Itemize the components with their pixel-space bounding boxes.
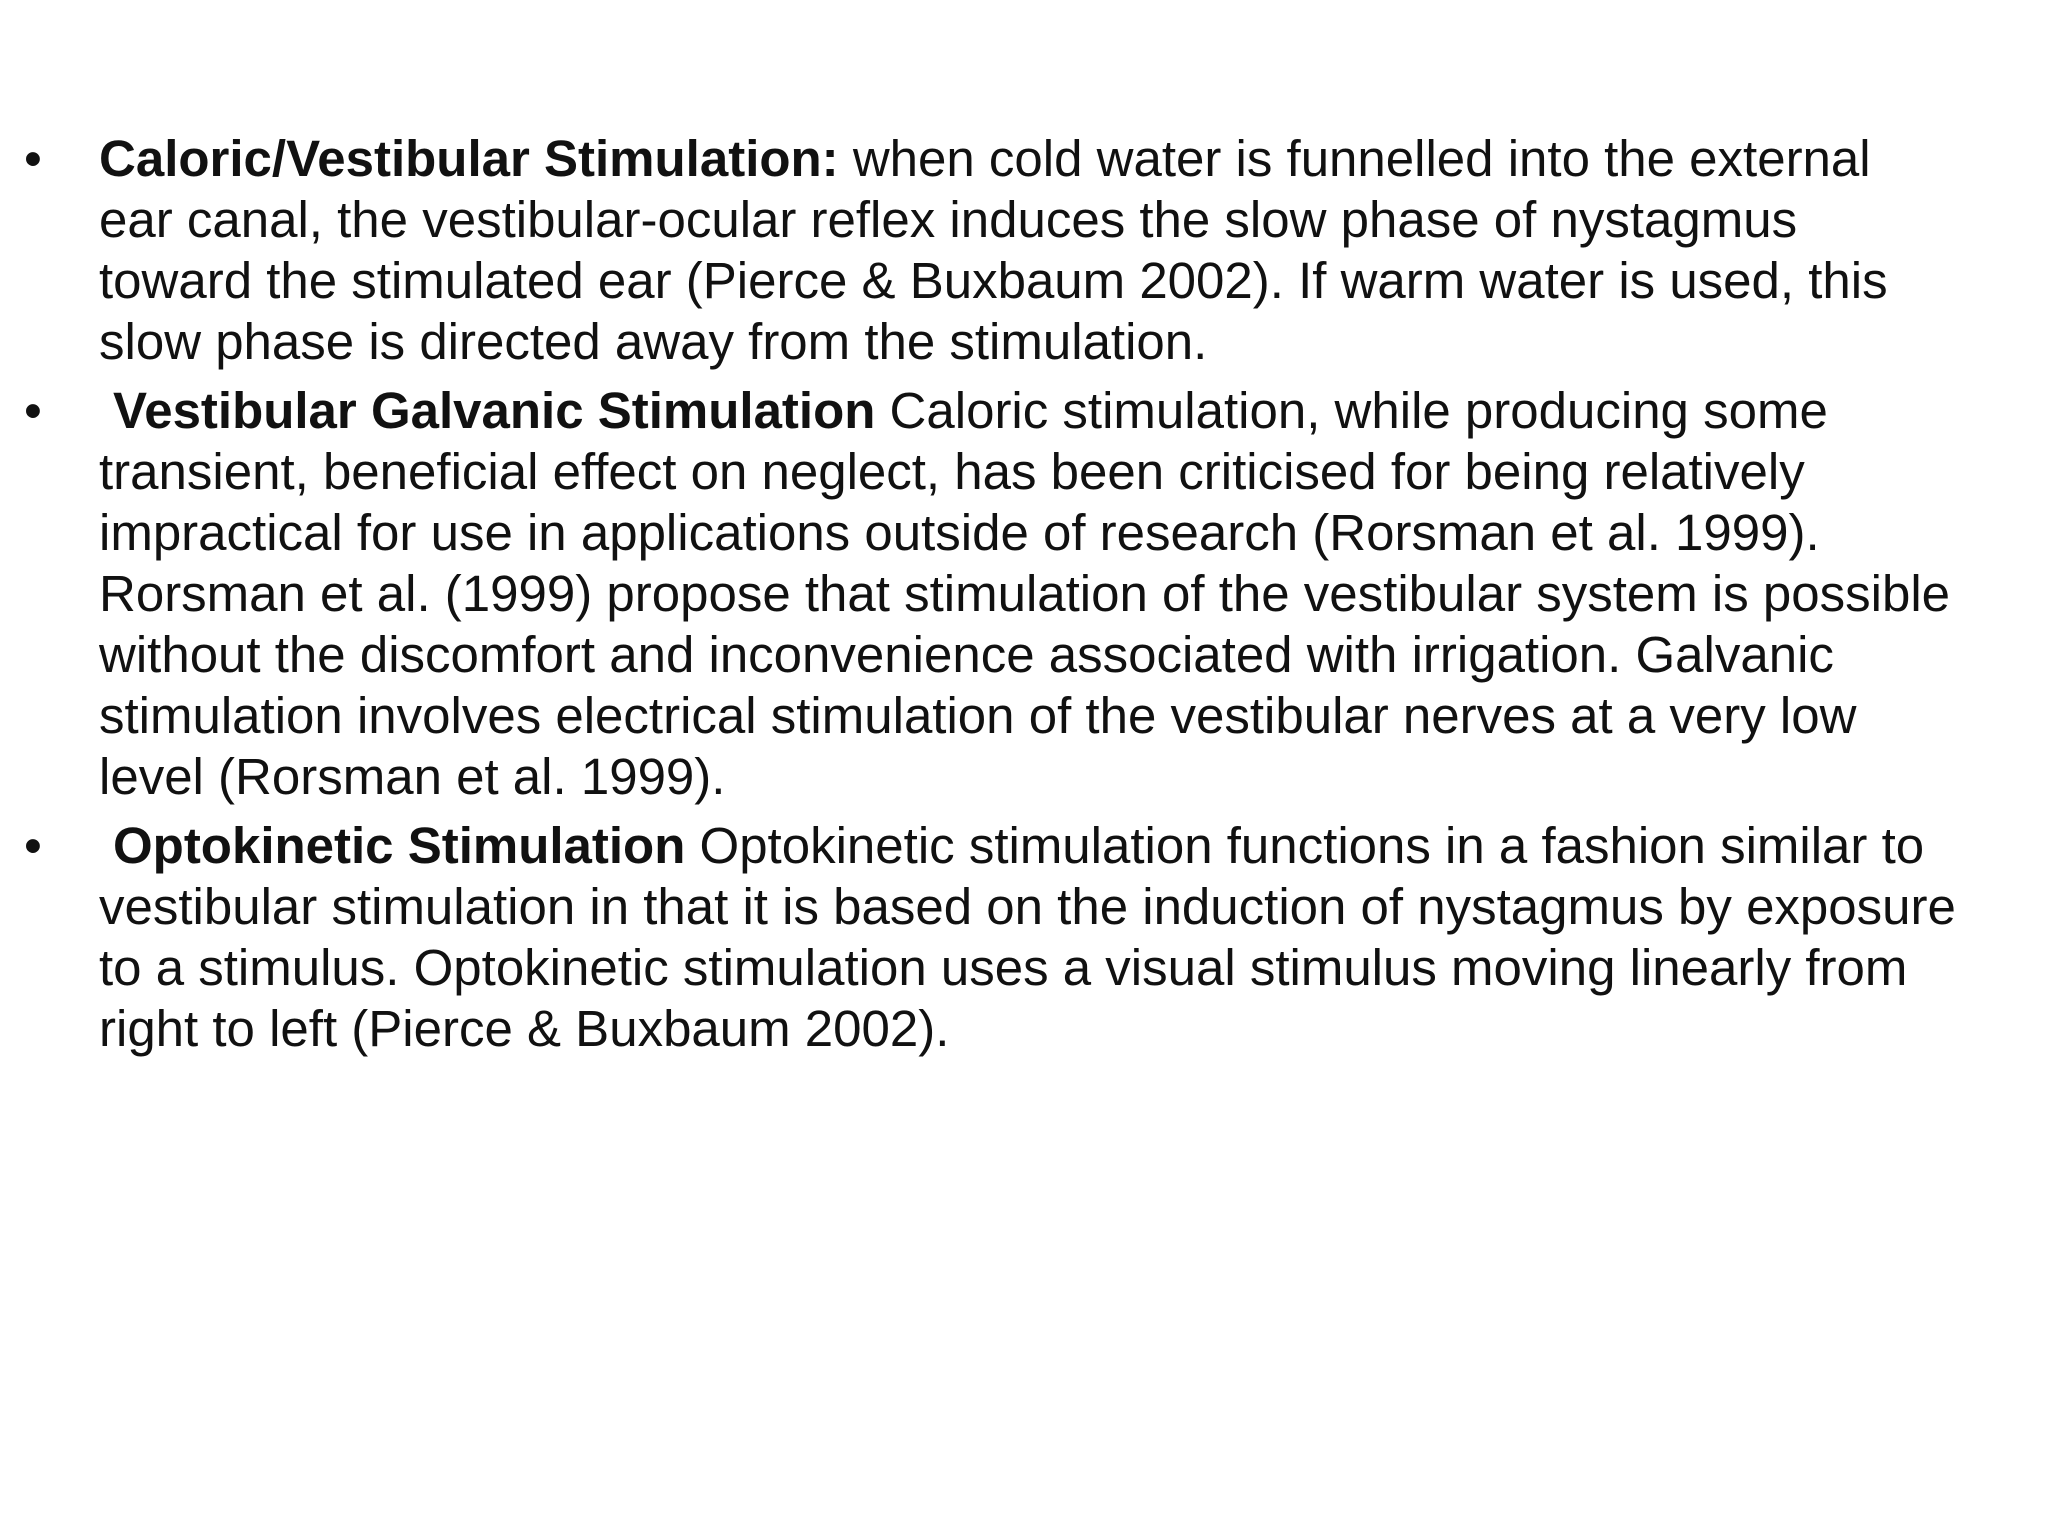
bullet-dot-icon: • <box>24 817 42 874</box>
bullet-item-caloric <box>0 128 2048 372</box>
bullet-heading: Caloric/Vestibular Stimulation: <box>99 130 839 187</box>
bullet-item-optokinetic <box>0 815 2048 1059</box>
bullet-list <box>0 128 2048 1067</box>
bullet-body: when cold water is funnelled into the external ear canal, the vestibular-ocular reflex induces the slow phase of nystagmus toward the stimulated ear (Pierce & Buxbaum 2002). If warm water is used, this slow phase is directed away from the stimulation. <box>99 130 1888 370</box>
bullet-body: Caloric stimulation, while producing some transient, beneficial effect on neglect, has been criticised for being relatively impractical for use in applications outside of research (Rorsman et al. 1999). Rorsman et al. (1999) propose that stimulation of the vestibular system is possible without the discomfort and inconvenience associated with irrigation. Galvanic stimulation involves electrical stimulation of the vestibular nerves at a very low level (Rorsman et al. 1999). <box>99 382 1951 805</box>
bullet-heading: Vestibular Galvanic Stimulation <box>113 382 876 439</box>
bullet-item-galvanic <box>0 380 2048 807</box>
bullet-dot-icon: • <box>24 130 42 187</box>
bullet-dot-icon: • <box>24 382 42 439</box>
bullet-body: Optokinetic stimulation functions in a fashion similar to vestibular stimulation in that it is based on the induction of nystagmus by exposure to a stimulus. Optokinetic stimulation uses a visual stimulus moving linearly from right to left (Pierce & Buxbaum 2002). <box>99 817 1956 1057</box>
bullet-heading: Optokinetic Stimulation <box>113 817 686 874</box>
